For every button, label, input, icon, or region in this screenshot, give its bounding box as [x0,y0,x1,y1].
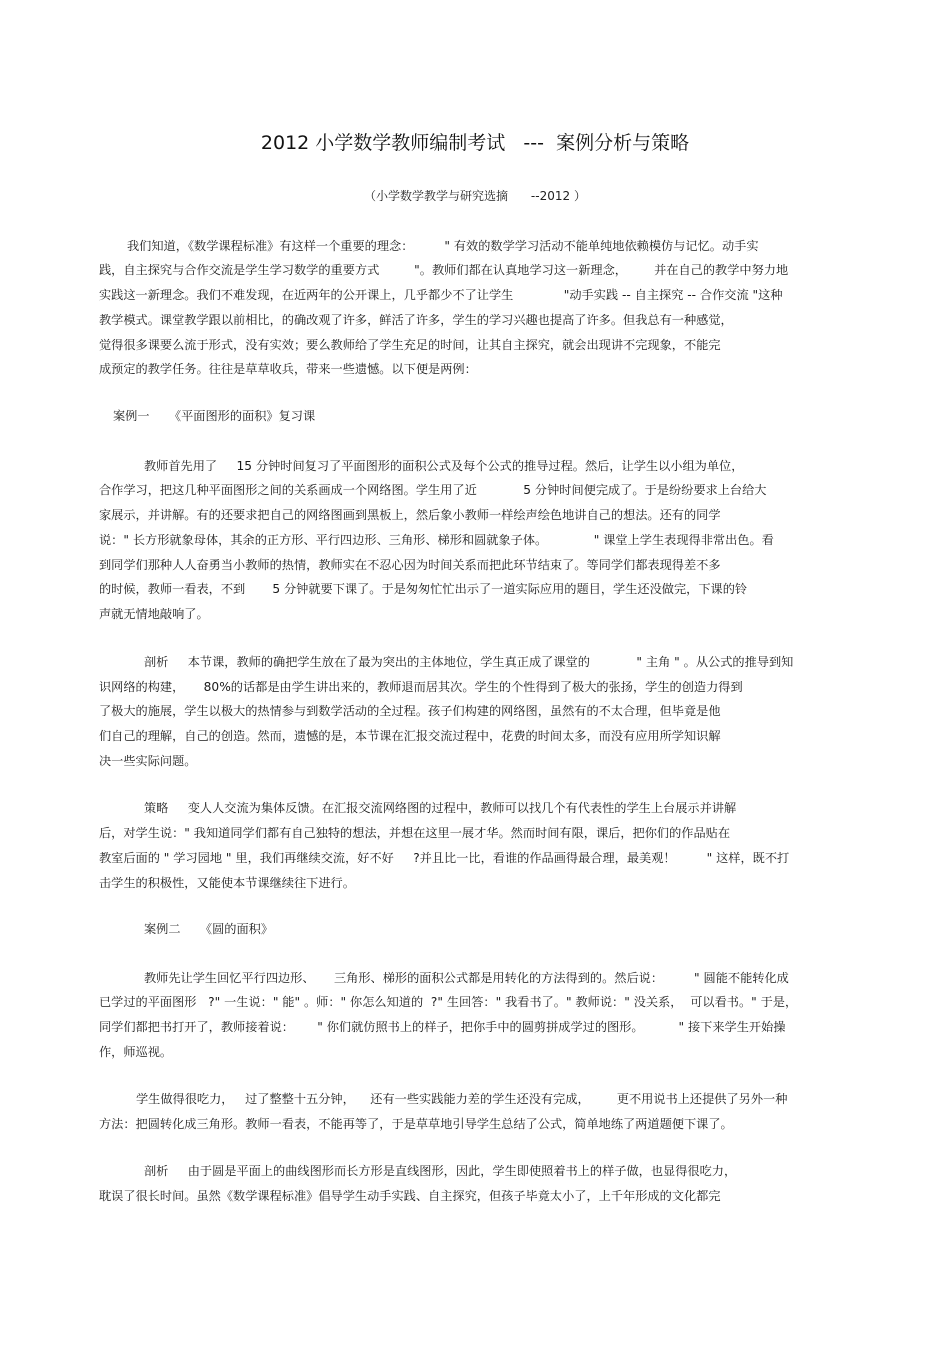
text-line: 成预定的教学任务。往往是草草收兵，带来一些遗憾。以下便是两例： [99,362,477,376]
text-line: 的时候，教师一看表，不到 5 分钟就要下课了。于是匆匆忙忙出示了一道实际应用的题目，学生还没做完，下课的铃 [99,582,748,596]
text-line: 方法：把圆转化成三角形。教师一看表，不能再等了，于是草草地引导学生总结了公式，简单地练了两道题便下课了。 [99,1117,733,1131]
text-line: 后，对学生说：" 我知道同学们都有自己独特的想法，并想在这里一展才华。然而时间有限，课后，把你们的作品贴在 [99,826,731,840]
text-line: 同学们都把书打开了，教师接着说： " 你们就仿照书上的样子，把你手中的圆剪拼成学过的图形。 " 接下来学生开始操 [99,1020,786,1034]
document-title: 2012 小学数学教师编制考试 --- 案例分析与策略 [260,132,690,154]
text-line: 合作学习，把这几种平面图形之间的关系画成一个网络图。学生用了近 5 分钟时间便完成了。于是纷纷要求上台给大 [99,483,767,497]
text-line: 教室后面的 " 学习园地 " 里，我们再继续交流，好不好 ?并且比一比，看谁的作品画得最合理，最美观！ " 这样，既不打 [99,851,790,865]
text-line: 剖析 由于圆是平面上的曲线图形而长方形是直线图形，因此，学生即使照着书上的样子做，也显得很吃力， [144,1164,737,1178]
text-line: 剖析 本节课，教师的确把学生放在了最为突出的主体地位，学生真正成了课堂的 " 主角 " 。从公式的推导到知 [144,655,794,669]
text-line: 了极大的施展，学生以极大的热情参与到数学活动的全过程。孩子们构建的网络图，虽然有的不太合理，但毕竟是他 [99,704,721,718]
text-line: 学生做得很吃力， 过了整整十五分钟， 还有一些实践能力差的学生还没有完成， 更不用说书上还提供了另外一种 [136,1092,788,1106]
text-line: 策略 变人人交流为集体反馈。在汇报交流网络图的过程中，教师可以找几个有代表性的学生上台展示并讲解 [144,801,737,815]
text-line: 决一些实际问题。 [99,754,197,768]
text-line: 说：" 长方形就象母体，其余的正方形、平行四边形、三角形、梯形和圆就象子体。 " 课堂上学生表现得非常出色。看 [99,533,774,547]
text-line: 已学过的平面图形 ?" 一生说：" 能" 。师：" 你怎么知道的 ?" 生回答：" 我看书了。" 教师说：" 没关系， 可以看书。" 于是， [99,995,798,1009]
case-heading: 案例二 《圆的面积》 [144,922,274,936]
text-line: 我们知道，《数学课程标准》有这样一个重要的理念： " 有效的数学学习活动不能单纯地依赖模仿与记忆。动手实 [127,239,759,253]
text-line: 家展示，并讲解。有的还要求把自己的网络图画到黑板上，然后象小教师一样绘声绘色地讲自己的想法。还有的同学 [99,508,721,522]
text-line: 教师先让学生回忆平行四边形、 三角形、梯形的面积公式都是用转化的方法得到的。然后说： " 圆能不能转化成 [144,971,789,985]
text-line: 们自己的理解，自己的创造。然而，遗憾的是，本节课在汇报交流过程中，花费的时间太多，而没有应用所学知识解 [99,729,721,743]
text-line: 觉得很多课要么流于形式，没有实效；要么教师给了学生充足的时间，让其自主探究，就会出现讲不完现象，不能完 [99,338,721,352]
document-subtitle: （小学数学教学与研究选摘 --2012 ） [364,189,586,203]
text-line: 声就无情地敲响了。 [99,607,209,621]
text-line: 击学生的积极性，又能使本节课继续往下进行。 [99,876,355,890]
case-heading: 案例一 《平面图形的面积》复习课 [113,409,316,423]
text-line: 到同学们那种人人奋勇当小教师的热情，教师实在不忍心因为时间关系而把此环节结束了。等同学们都表现得差不多 [99,558,721,572]
text-line: 实践这一新理念。我们不难发现，在近两年的公开课上，几乎都少不了让学生 "动手实践 -- 自主探究 -- 合作交流 "这种 [99,288,783,302]
text-line: 耽误了很长时间。虽然《数学课程标准》倡导学生动手实践、自主探究，但孩子毕竟太小了，上千年形成的文化都完 [99,1189,721,1203]
text-line: 践，自主探究与合作交流是学生学习数学的重要方式 "。教师们都在认真地学习这一新理念， 并在自己的教学中努力地 [99,263,789,277]
text-line: 识网络的构建， 80%的话都是由学生讲出来的，教师退而居其次。学生的个性得到了极大的张扬，学生的创造力得到 [99,680,743,694]
text-line: 教师首先用了 15 分钟时间复习了平面图形的面积公式及每个公式的推导过程。然后，让学生以小组为单位， [144,459,744,473]
text-line: 教学模式。课堂教学跟以前相比，的确改观了许多，鲜活了许多，学生的学习兴趣也提高了许多。但我总有一种感觉， [99,313,733,327]
text-line: 作，师巡视。 [99,1045,173,1059]
